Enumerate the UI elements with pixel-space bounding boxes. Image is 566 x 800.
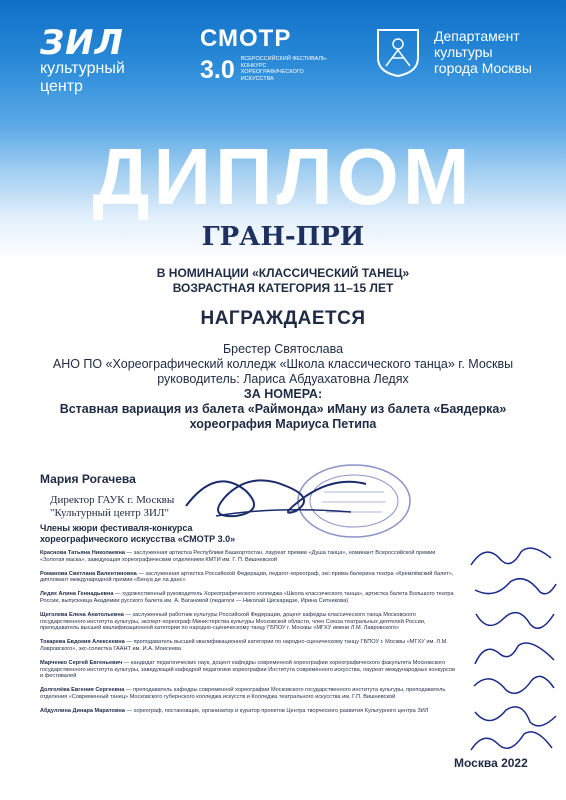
diploma-title: ДИПЛОМ bbox=[92, 132, 474, 221]
award-title: ГРАН-ПРИ bbox=[201, 222, 365, 252]
jury-member-desc: — заслуженная артистка Республики Башкортостан, лауреат премии «Душа танца», номинант Всероссийской премии «Золотая маска», заведующая хореографическим отделением КМТИ им. Г. П. Вишневской bbox=[40, 550, 436, 563]
jury-member-desc: — заслуженная артистка Российской Федерации, педагог-хореограф, экс-прима-балерина театра «Кремлёвский балет», дипломант международной премии «Бенуа де ла данс» bbox=[40, 570, 454, 584]
dept-line1: Департамент bbox=[434, 28, 520, 44]
jury-signature-2 bbox=[470, 570, 560, 604]
smotr-logo-subtitle: ВСЕРОССИЙСКИЙ ФЕСТИВАЛЬ-КОНКУРС ХОРЕОГРАФИЧЕСКОГО ИСКУССТВА bbox=[240, 56, 328, 82]
dept-line3: города Москвы bbox=[434, 60, 532, 76]
jury-member bbox=[40, 612, 458, 632]
jury-signature-7 bbox=[466, 726, 556, 760]
jury-signature-1 bbox=[466, 540, 556, 574]
signer-position2: "Культурный центр ЗИЛ" bbox=[50, 507, 169, 519]
jury-member bbox=[40, 708, 458, 715]
signer-name: Мария Рогачева bbox=[40, 472, 136, 486]
jury-title bbox=[40, 523, 235, 545]
moscow-crest-icon bbox=[376, 28, 420, 78]
jury-member-name: Щеголева Елена Анатольевна bbox=[40, 611, 124, 618]
jury-member bbox=[40, 591, 458, 605]
zil-logo bbox=[40, 23, 125, 96]
jury-member-name: Ледях Алина Геннадьевна bbox=[40, 591, 114, 598]
director-signature bbox=[176, 456, 376, 526]
signer-block bbox=[40, 472, 174, 520]
jury-member-desc: — хореограф, постановщик, организатор и куратор проектов Центра творческого развития Культурного центра ЗИЛ bbox=[124, 707, 429, 714]
jury-signature-3 bbox=[468, 604, 558, 638]
jury-member-desc: — художественный руководитель Хореографического колледжа «Школа классического танца», артистка балета Большого театра России, выпускница Академии русского балета им. А. Вагановой (педагоги — Николай Цискаридзе, Ирина Ситникова) bbox=[40, 591, 454, 604]
zil-logo-mark: ЗИЛ bbox=[40, 23, 124, 63]
jury-member bbox=[40, 571, 458, 585]
dept-line2: культуры bbox=[434, 44, 493, 60]
jury-member-desc: — кандидат педагогических наук, доцент кафедры современной хореографии хореографического факультета Московского государственного института культуры, заведующий кафедрой педагогики хореографии Института современного искусства, лауреат международных конкурсов и фестивалей bbox=[40, 659, 455, 680]
jury-member-name: Абдуллина Динара Маратовна bbox=[40, 707, 125, 714]
jury-member-desc: — преподаватель кафедры современной хореографии Московского государственного института культуры, преподаватель отделения «Современный танец» Московского губернского колледжа искусств и Колледжа театрального искусства им. Г.П. Вишневской bbox=[40, 687, 446, 700]
awarded-label: НАГРАЖДАЕТСЯ bbox=[200, 308, 366, 329]
smotr-logo bbox=[200, 26, 350, 84]
jury-member bbox=[40, 639, 458, 653]
jury-member-name: Долголёва Евгения Сергеевна bbox=[40, 687, 125, 694]
signer-position1: Директор ГАУК г. Москвы bbox=[50, 494, 175, 506]
jury-title-line1: Члены жюри фестиваля-конкурса bbox=[40, 523, 193, 533]
jury-signature-5 bbox=[468, 668, 558, 702]
nomination bbox=[0, 266, 566, 296]
recipient-name: Брестер Святослава bbox=[222, 342, 344, 356]
jury-member-desc: — преподаватель высшей квалификационной категории по народно-сценическому танцу ГБПОУ г. Москвы «МГХУ им. Л.М. Лавровского», экс-солистка ГААНТ им. И.А. Моисеева bbox=[40, 639, 448, 652]
zil-logo-line2: центр bbox=[40, 78, 83, 95]
recipient-org: АНО ПО «Хореографический колледж «Школа классического танца» г. Москвы bbox=[52, 357, 514, 371]
recipient-leader: руководитель: Лариса Абдуахатовна Ледях bbox=[157, 372, 409, 386]
jury-member bbox=[40, 687, 458, 701]
numbers-label: ЗА НОМЕРА: bbox=[243, 387, 323, 401]
jury-member-name: Краснова Татьяна Николаевна bbox=[40, 550, 125, 556]
moscow-culture-department-logo bbox=[376, 28, 532, 78]
recipient-block bbox=[0, 342, 566, 432]
nomination-line1: В НОМИНАЦИИ «КЛАССИЧЕСКИЙ ТАНЕЦ» bbox=[156, 266, 410, 280]
jury-list bbox=[40, 550, 458, 722]
jury-title-line2: хореографического искусства «СМОТР 3.0» bbox=[40, 534, 236, 544]
numbers-text: Вставная вариация из балета «Раймонда» иМану из балета «Баядерка» bbox=[59, 402, 507, 416]
jury-signature-4 bbox=[470, 636, 560, 670]
jury-member bbox=[40, 550, 458, 564]
jury-member-name: Марченко Сергей Евгеньевич bbox=[40, 659, 123, 666]
smotr-logo-version: 3.0 bbox=[200, 56, 235, 84]
choreography-text: хореография Мариуса Петипа bbox=[189, 417, 377, 431]
jury-member-name: Романова Светлана Валентиновна bbox=[40, 570, 137, 577]
jury-member-name: Токарева Евдокия Алексеевна bbox=[40, 639, 125, 646]
zil-logo-line1: культурный bbox=[40, 60, 125, 77]
city-year: Москва 2022 bbox=[454, 756, 528, 770]
jury-member bbox=[40, 660, 458, 680]
nomination-line2: ВОЗРАСТНАЯ КАТЕГОРИЯ 11–15 ЛЕТ bbox=[172, 281, 394, 295]
jury-member-desc: — заслуженный работник культуры Российской Федерации, доцент кафедры классического танца Московского государственного института культуры, эксперт-хореограф Министерства культуры Московской области, член Союза театральных деятелей России, преподаватель высшей квалификационной категории по народно-сценическому танцу ГБПОУ г. Москвы «МГХУ имени Л.М. Лавровского» bbox=[40, 611, 426, 632]
smotr-logo-title: СМОТР bbox=[200, 25, 292, 52]
